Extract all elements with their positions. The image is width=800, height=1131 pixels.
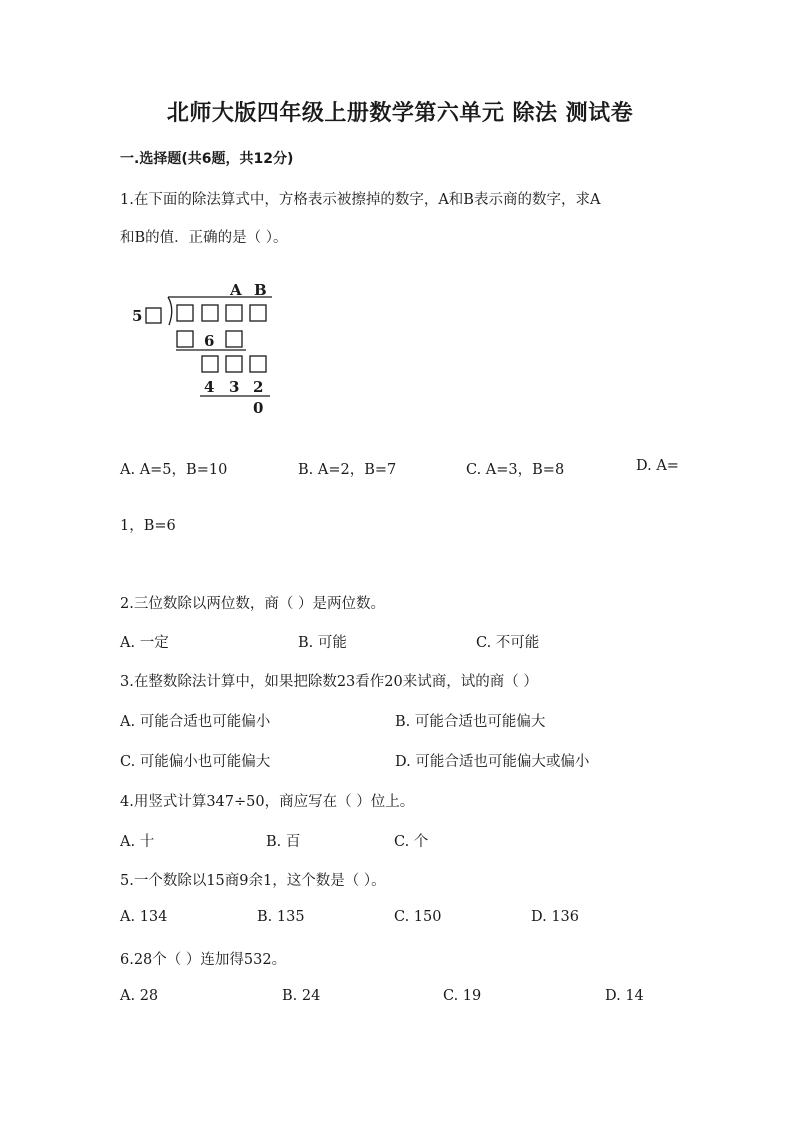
blank-box [226, 356, 242, 372]
blank-box [226, 331, 242, 347]
question-1-line-2: 和B的值．正确的是（ ）。 [120, 230, 288, 246]
divisor-digit: 5 [132, 307, 143, 325]
question-2-option-b: B. 可能 [298, 635, 347, 651]
remainder-digit: 0 [253, 399, 264, 417]
question-5-option-d: D. 136 [531, 909, 580, 925]
question-2-option-a: A. 一定 [120, 635, 169, 651]
question-5-option-c: C. 150 [394, 909, 442, 925]
page-title: 北师大版四年级上册数学第六单元 除法 测试卷 [166, 101, 634, 126]
division-bracket [168, 297, 172, 325]
question-1-option-a: A. A=5，B=10 [120, 462, 228, 478]
question-3-option-c: C. 可能偏小也可能偏大 [120, 754, 271, 770]
question-2-option-c: C. 不可能 [476, 635, 540, 651]
question-1-option-b: B. A=2，B=7 [298, 462, 397, 478]
blank-box [250, 305, 266, 321]
blank-box [226, 305, 242, 321]
blank-box [202, 356, 218, 372]
quotient-digit-b: B [254, 281, 267, 299]
question-4-option-c: C. 个 [394, 834, 429, 850]
question-3-text: 3.在整数除法计算中，如果把除数23看作20来试商，试的商（ ） [120, 674, 538, 690]
blank-box [177, 331, 193, 347]
question-1-option-d-continued: 1，B=6 [120, 518, 176, 534]
question-4-option-a: A. 十 [120, 834, 155, 850]
question-5-option-b: B. 135 [257, 909, 305, 925]
question-3-option-a: A. 可能合适也可能偏小 [120, 714, 271, 730]
digit-6: 6 [204, 332, 215, 350]
digit-2: 2 [253, 378, 264, 396]
question-3-option-d: D. 可能合适也可能偏大或偏小 [395, 754, 590, 770]
blank-box [250, 356, 266, 372]
question-1-option-d: D. A= [636, 458, 679, 474]
question-5-text: 5.一个数除以15商9余1，这个数是（ ）。 [120, 873, 386, 889]
question-4-option-b: B. 百 [266, 834, 301, 850]
question-6-text: 6.28个（ ）连加得532。 [120, 952, 287, 968]
long-division-figure [128, 272, 288, 422]
section-heading: 一.选择题(共6题，共12分) [120, 151, 294, 167]
blank-box [146, 308, 161, 323]
question-6-option-b: B. 24 [282, 988, 321, 1004]
question-3-option-b: B. 可能合适也可能偏大 [395, 714, 546, 730]
digit-3: 3 [229, 378, 240, 396]
question-5-option-a: A. 134 [120, 909, 168, 925]
digit-4: 4 [204, 378, 215, 396]
blank-box [177, 305, 193, 321]
question-2-text: 2.三位数除以两位数，商（ ）是两位数。 [120, 596, 385, 612]
question-4-text: 4.用竖式计算347÷50，商应写在（ ）位上。 [120, 794, 415, 810]
question-6-option-d: D. 14 [605, 988, 644, 1004]
quotient-digit-a: A [230, 281, 242, 299]
question-1-option-c: C. A=3，B=8 [466, 462, 565, 478]
question-6-option-a: A. 28 [120, 988, 159, 1004]
question-6-option-c: C. 19 [443, 988, 482, 1004]
blank-box [202, 305, 218, 321]
question-1-line-1: 1.在下面的除法算式中，方格表示被擦掉的数字，A和B表示商的数字，求A [120, 192, 601, 208]
